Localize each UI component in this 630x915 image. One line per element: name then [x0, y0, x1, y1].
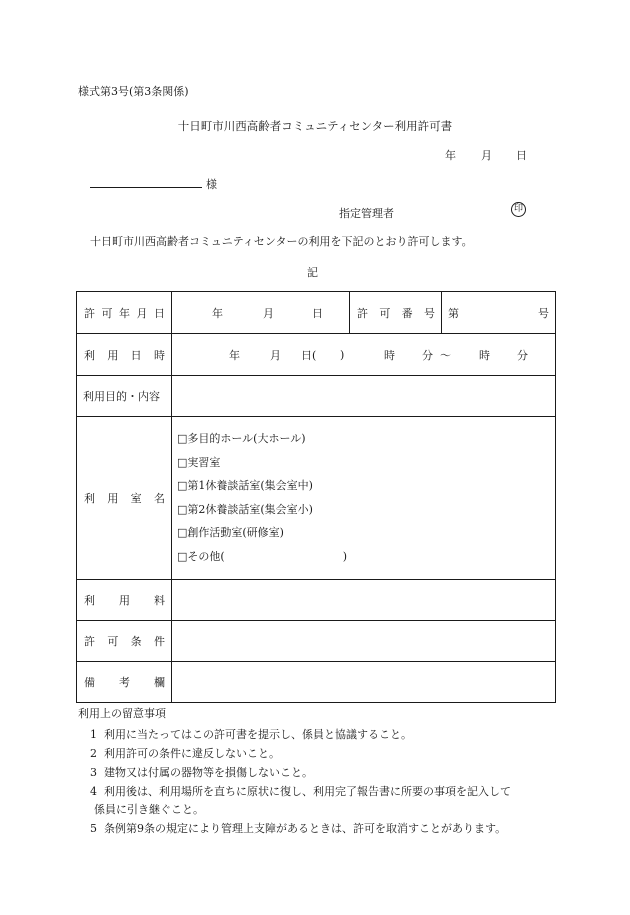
seal-mark: 印: [511, 202, 526, 217]
note-text: 利用に当たってはこの許可書を提示し、係員と協議すること。: [104, 728, 412, 741]
fee-field[interactable]: [172, 579, 556, 620]
label-permit-number: [350, 292, 442, 334]
label-char: 料: [154, 593, 165, 607]
usage-end-min-unit: 分: [517, 348, 528, 362]
room-option-label: □第2休養談話室(集会室小): [177, 502, 313, 516]
label-char: 日: [130, 348, 142, 362]
note-number: 5: [90, 822, 97, 835]
manager-label: 指定管理者: [339, 207, 394, 220]
label-char: 日: [154, 306, 165, 320]
issue-date-year: 年: [445, 149, 456, 162]
note-item: [90, 764, 313, 780]
permit-month-unit: 月: [263, 306, 274, 320]
note-text: 条例第9条の規定により管理上支障があるときは、許可を取消すことがあります。: [104, 822, 507, 835]
usage-day-unit: 日(: [301, 348, 317, 362]
label-char: 用: [107, 348, 119, 362]
note-number: 3: [90, 766, 97, 779]
label-char: 件: [153, 634, 165, 648]
label-conditions: [77, 620, 172, 661]
label-char: 室: [130, 491, 142, 505]
label-char: 月: [136, 306, 148, 320]
label-fee: [77, 579, 172, 620]
label-char: 可: [107, 634, 119, 648]
notes-title: 利用上の留意事項: [78, 707, 166, 720]
label-char: 許: [84, 634, 95, 648]
issue-date-month: 月: [481, 149, 492, 162]
label-char: 利: [84, 491, 95, 505]
row-remarks: [77, 661, 556, 702]
room-option-label: □実習室: [177, 455, 221, 469]
addressee-suffix: 様: [206, 178, 217, 191]
issue-date-day: 日: [516, 149, 527, 162]
conditions-field[interactable]: [172, 620, 556, 661]
label-char: 考: [119, 675, 130, 689]
label-char: 条: [130, 634, 142, 648]
label-char: 年: [119, 306, 130, 320]
room-option[interactable]: [177, 521, 555, 545]
row-rooms: [77, 417, 556, 580]
row-purpose: [77, 376, 556, 417]
room-option-label: □第1休養談話室(集会室中): [177, 479, 313, 493]
label-char: 時: [153, 348, 165, 362]
addressee-line: [90, 187, 202, 188]
label-char: 用: [119, 593, 130, 607]
room-option[interactable]: [177, 427, 555, 451]
row-permit-date: [77, 292, 556, 334]
note-item: [90, 726, 412, 742]
ki-heading: 記: [307, 266, 318, 279]
permit-number-suffix: 号: [538, 306, 549, 320]
usage-end-hour-unit: 時: [479, 348, 490, 362]
room-other-open: □その他(: [177, 549, 225, 563]
label-char: 用: [107, 491, 119, 505]
purpose-field[interactable]: [172, 376, 556, 417]
note-text: 利用後は、利用場所を直ちに原状に復し、利用完了報告書に所要の事項を記入して: [104, 785, 511, 798]
room-option-label: □創作活動室(研修室): [177, 526, 284, 540]
room-option[interactable]: [177, 498, 555, 522]
label-rooms: [77, 417, 172, 580]
label-char: 号: [423, 306, 435, 320]
note-item: [90, 783, 511, 799]
usage-start-min-unit: 分: [422, 348, 433, 362]
label-char: 許: [84, 306, 95, 320]
label-char: 可: [379, 306, 391, 320]
permit-day-unit: 日: [312, 306, 323, 320]
note-item-continuation: 係員に引き継ぐこと。: [94, 803, 204, 816]
note-number: 4: [90, 785, 97, 798]
note-item: [90, 820, 506, 836]
usage-year-unit: 年: [229, 348, 240, 362]
room-other-close: ): [342, 549, 347, 563]
label-char: 名: [153, 491, 165, 505]
usage-range-tilde: ～: [440, 348, 451, 362]
permit-date-field[interactable]: [172, 292, 350, 334]
label-purpose: [77, 376, 172, 417]
note-text: 利用許可の条件に違反しないこと。: [104, 747, 280, 760]
document-title: 十日町市川西高齢者コミュニティセンター利用許可書: [177, 119, 453, 133]
label-char: 番: [401, 306, 413, 320]
row-usage-datetime: [77, 334, 556, 376]
label-usage-datetime: [77, 334, 172, 376]
note-item: [90, 745, 280, 761]
label-char: 許: [357, 306, 368, 320]
form-number: 様式第3号(第3条関係): [78, 85, 189, 98]
label-purpose-text: 利用目的・内容: [83, 390, 160, 403]
note-number: 2: [90, 747, 97, 760]
usage-start-hour-unit: 時: [384, 348, 395, 362]
label-char: 欄: [154, 675, 165, 689]
note-text: 建物又は付属の器物等を損傷しないこと。: [104, 766, 313, 779]
usage-datetime-field[interactable]: [172, 334, 556, 376]
label-char: 利: [84, 348, 95, 362]
room-option[interactable]: [177, 451, 555, 475]
label-char: 備: [84, 675, 95, 689]
room-option-label: □多目的ホール(大ホール): [177, 432, 306, 445]
remarks-field[interactable]: [172, 661, 556, 702]
usage-paren-close: ): [340, 348, 345, 361]
room-option-other[interactable]: [177, 545, 555, 569]
label-permit-date: [77, 292, 172, 334]
label-char: 利: [84, 593, 95, 607]
permit-number-prefix: 第: [448, 306, 459, 320]
row-fee: [77, 579, 556, 620]
note-number: 1: [90, 728, 97, 741]
rooms-field: [172, 417, 556, 580]
row-conditions: [77, 620, 556, 661]
permit-table: [76, 291, 556, 703]
permit-number-field[interactable]: [442, 292, 556, 334]
usage-month-unit: 月: [270, 348, 281, 362]
permit-year-unit: 年: [212, 306, 223, 320]
label-char: 可: [101, 306, 113, 320]
intro-text: 十日町市川西高齢者コミュニティセンターの利用を下記のとおり許可します。: [90, 235, 473, 248]
label-remarks: [77, 661, 172, 702]
room-option[interactable]: [177, 474, 555, 498]
